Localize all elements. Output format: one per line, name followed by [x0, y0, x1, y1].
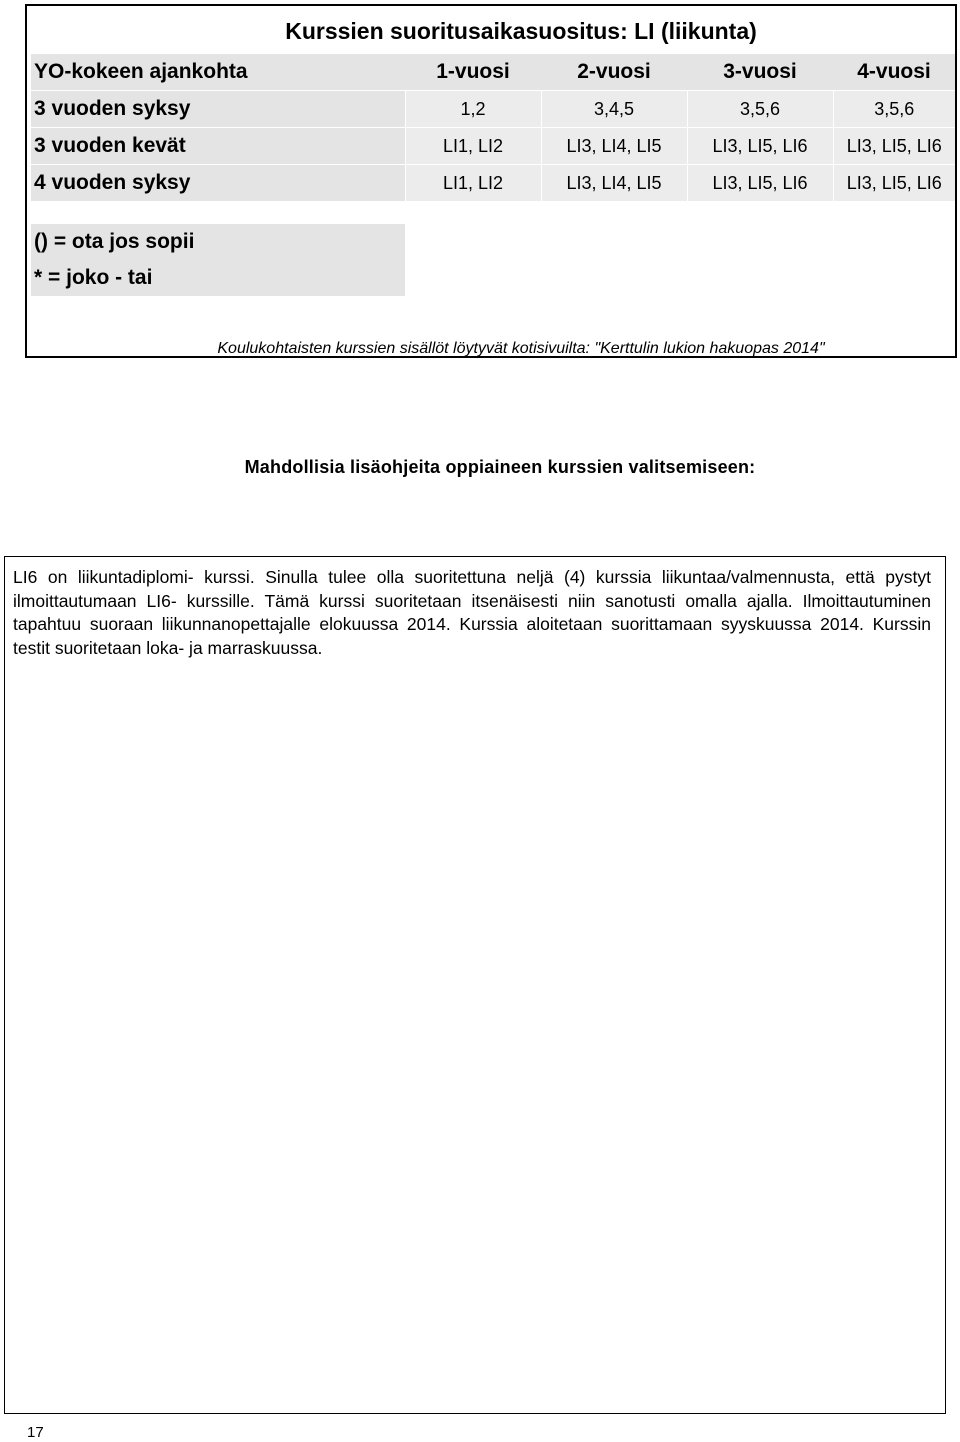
- table-cell: 3,4,5: [541, 91, 687, 128]
- row-label: 4 vuoden syksy: [31, 165, 405, 202]
- legend-item-either-or: * = joko - tai: [34, 266, 153, 289]
- page-title: Kurssien suoritusaikasuositus: LI (liikunta): [285, 18, 757, 44]
- table-cell: 3,5,6: [687, 91, 833, 128]
- header-cell-1-year: 1-vuosi: [405, 54, 541, 91]
- table-cell: LI3, LI5, LI6: [687, 128, 833, 165]
- table-row: [31, 165, 955, 202]
- row-label: 3 vuoden kevät: [31, 128, 405, 165]
- legend-item-optional: () = ota jos sopii: [34, 230, 195, 253]
- instructions-text: LI6 on liikuntadiplomi- kurssi. Sinulla tulee olla suoritettuna neljä (4) kurssia liikuntaa/valmennusta, että pystyt ilmoittautumaan LI6- kurssille. Tämä kurssi suoritetaan itsenäisesti niin sanotusti omalla ajalla. Ilmoittautuminen tapahtuu suoraan liikunnanopettajalle elokuussa 2014. Kurssia aloitetaan suorittamaan syyskuussa 2014. Kurssin testit suoritetaan loka- ja marraskuussa.: [13, 567, 931, 658]
- table-header-row: [31, 54, 955, 91]
- table-cell: LI1, LI2: [405, 165, 541, 202]
- legend: [31, 224, 405, 296]
- instructions-box: [4, 556, 946, 1414]
- instructions-heading: Mahdollisia lisäohjeita oppiaineen kurssien valitsemiseen:: [244, 457, 756, 477]
- header-cell-exam-time: YO-kokeen ajankohta: [31, 54, 405, 91]
- page-number: 17: [27, 1424, 44, 1441]
- course-schedule-table: [31, 54, 955, 202]
- table-cell: LI3, LI5, LI6: [687, 165, 833, 202]
- header-cell-2-year: 2-vuosi: [541, 54, 687, 91]
- table-cell: LI3, LI4, LI5: [541, 165, 687, 202]
- table-row: [31, 128, 955, 165]
- header-cell-3-year: 3-vuosi: [687, 54, 833, 91]
- table-cell: 3,5,6: [833, 91, 955, 128]
- course-schedule-frame: [25, 4, 957, 358]
- table-cell: 1,2: [405, 91, 541, 128]
- table-cell: LI1, LI2: [405, 128, 541, 165]
- table-cell: LI3, LI5, LI6: [833, 128, 955, 165]
- table-row: [31, 91, 955, 128]
- row-label: 3 vuoden syksy: [31, 91, 405, 128]
- table-cell: LI3, LI5, LI6: [833, 165, 955, 202]
- course-info-note: Koulukohtaisten kurssien sisällöt löytyvät kotisivuilta: "Kerttulin lukion hakuopas 2014": [217, 340, 825, 357]
- table-cell: LI3, LI4, LI5: [541, 128, 687, 165]
- header-cell-4-year: 4-vuosi: [833, 54, 955, 91]
